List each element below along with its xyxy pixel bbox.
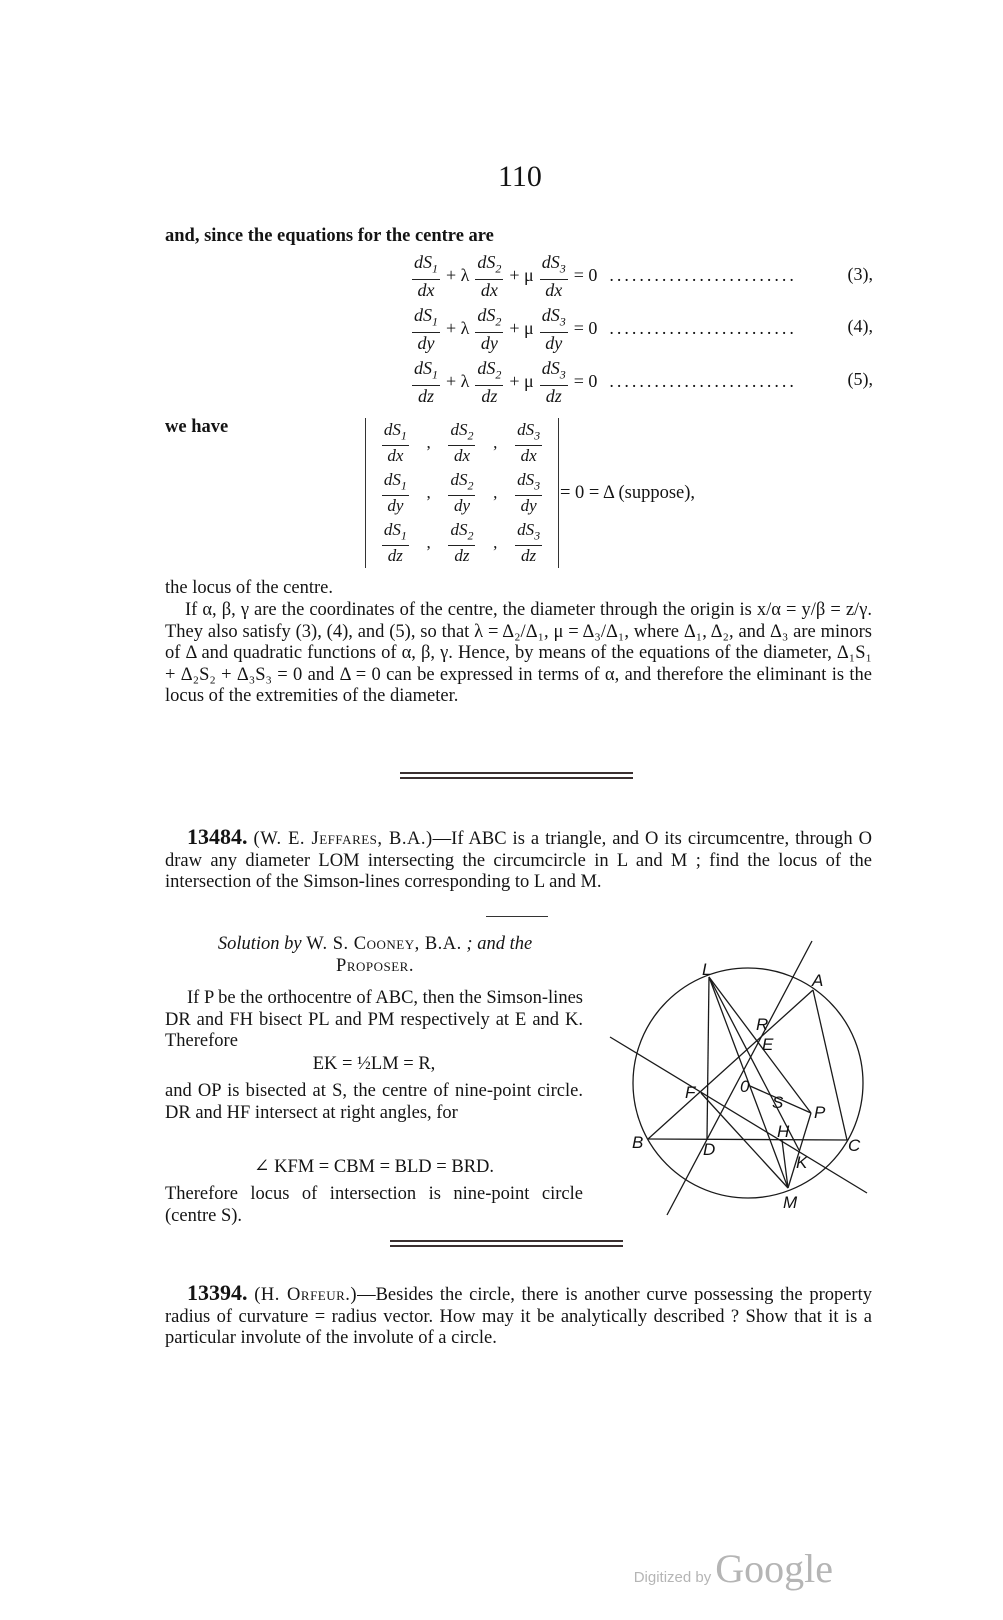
page-number: 110 [498, 160, 542, 193]
equation-3: $\frac{dS_1}{dx}$ + λ $\frac{dS_2}{dx}$ + μ $\frac{dS_3}{dx}$ = 0 ......................... [414, 252, 797, 300]
svg-text:E: E [762, 1035, 774, 1054]
determinant: $\frac{dS_1}{dx}$ , $\frac{dS_2}{dx}$ , $\frac{dS_3}{dx}$ $\frac{dS_1}{dy}$ , $\frac{dS_2}{dy}$ , $\frac{dS_3}{dy}$ $\frac{dS_1}{dz}$ , $\frac{dS_2}{dz}$ , $\frac{dS_3}{dz}$ [365, 418, 559, 568]
svg-text:A: A [812, 971, 824, 990]
proposer: Proposer. [336, 955, 414, 976]
equation-label-3: (3), [847, 264, 873, 284]
intro-lead: and, since the equations for the centre are [165, 226, 494, 246]
svg-text:S: S [772, 1093, 784, 1112]
problem-author: (H. Orfeur.) [254, 1285, 358, 1305]
problem-number: 13484. [187, 824, 248, 849]
solution-paragraph-2: and OP is bisected at S, the centre of nine-point circle. DR and HF intersect at right angles, for [165, 1081, 583, 1123]
problem-text: —If ABC is a triangle, and O its circumcentre, through O draw any diameter LOM intersecting the circumcircle in L and M ; find the locus of the intersection of the Simson-lines corresponding to L and M. [165, 829, 873, 892]
equation-4: $\frac{dS_1}{dy}$ + λ $\frac{dS_2}{dy}$ + μ $\frac{dS_3}{dy}$ = 0 ......................... [414, 305, 797, 353]
watermark-prefix: Digitized by [633, 1569, 712, 1586]
svg-text:P: P [814, 1103, 826, 1122]
google-logo: Google [715, 1546, 833, 1591]
problem-text: —Besides the circle, there is another curve possessing the property radius of curvature = radius vector. How may it be analytically described ? Show that it is a particular involute of the involute of a circle. [165, 1285, 872, 1348]
solution-byline: Solution by W. S. Cooney, B.A. ; and the Proposer. [217, 934, 533, 976]
solution-paragraph-3: Therefore locus of intersection is nine-point circle (centre S). [165, 1184, 583, 1226]
section-divider [390, 1240, 623, 1247]
svg-text:0: 0 [740, 1077, 750, 1096]
google-watermark [634, 1545, 833, 1592]
solution-paragraph-1: If P be the orthocentre of ABC, then the Simson-lines DR and FH bisect PL and PM respectively at E and K. Therefore [165, 988, 583, 1051]
equation-5: $\frac{dS_1}{dz}$ + λ $\frac{dS_2}{dz}$ + μ $\frac{dS_3}{dz}$ = 0 ......................... [414, 358, 797, 406]
svg-text:R: R [756, 1015, 769, 1034]
determinant-rhs: = 0 = Δ (suppose), [560, 483, 696, 503]
svg-text:B: B [632, 1133, 644, 1152]
problem-number: 13394. [187, 1280, 248, 1305]
svg-text:L: L [702, 960, 712, 979]
we-have-label: we have [165, 417, 229, 437]
solution-equation-2: ∠ KFM = CBM = BLD = BRD. [253, 1157, 495, 1177]
intro-paragraph: If α, β, γ are the coordinates of the centre, the diameter through the origin is x/α = y/β = z/γ. They also satisfy (3), (4), and (5), so that λ = Δ₂/Δ₁, μ = Δ₃/Δ₁, where Δ₁, Δ₂, and Δ₃ are minors of Δ and quadratic functions of α, β, γ. Hence, by means of the equations of the diameter, Δ₁S₁ + Δ₂S₂ + Δ₃S₃ = 0 and Δ = 0 can be expressed in terms of α, and therefore the eliminant is the locus of the extremities of the diameter. [165, 600, 872, 706]
svg-text:M: M [783, 1193, 798, 1212]
equation-label-4: (4), [847, 316, 873, 336]
locus-line: the locus of the centre. [165, 578, 333, 598]
svg-text:H: H [777, 1122, 790, 1141]
svg-text:C: C [848, 1136, 861, 1155]
problem-13394 [165, 1282, 872, 1350]
svg-text:F: F [685, 1083, 696, 1102]
solution-equation-1: EK = ½LM = R, [312, 1054, 436, 1074]
svg-text:D: D [703, 1140, 716, 1159]
svg-text:K: K [796, 1153, 808, 1172]
problem-author: (W. E. Jeffares, B.A.) [253, 829, 433, 849]
equation-label-5: (5), [847, 369, 873, 389]
